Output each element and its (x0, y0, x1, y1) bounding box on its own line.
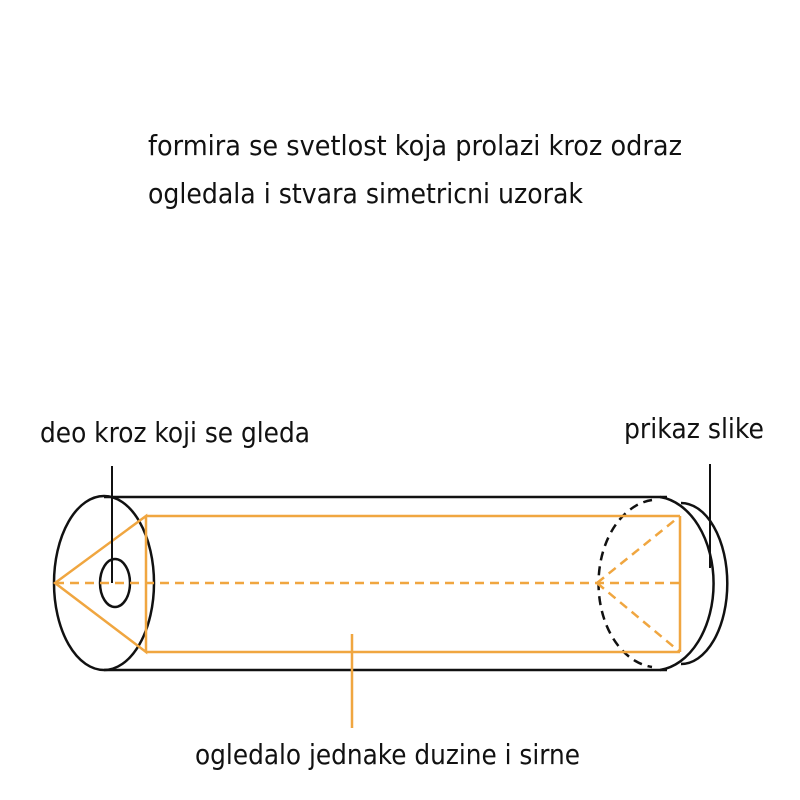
mirror-lower-diagonal (597, 583, 680, 652)
hidden-mirror-lines (55, 516, 680, 652)
mirror-upper-diagonal (597, 516, 680, 583)
caption-line-1: formira se svetlost koja prolazi kroz odraz (148, 129, 682, 162)
image-display-label: prikaz slike (624, 412, 764, 445)
image-end-arc (660, 497, 714, 670)
image-end-outer-arc (681, 503, 727, 664)
caption-line-2: ogledala i stvara simetricni uzorak (148, 177, 584, 210)
eyepiece-label: deo kroz koji se gleda (40, 416, 310, 449)
mirror-label: ogledalo jednake duzine i sirne (195, 738, 580, 771)
mirror-system (55, 516, 680, 652)
